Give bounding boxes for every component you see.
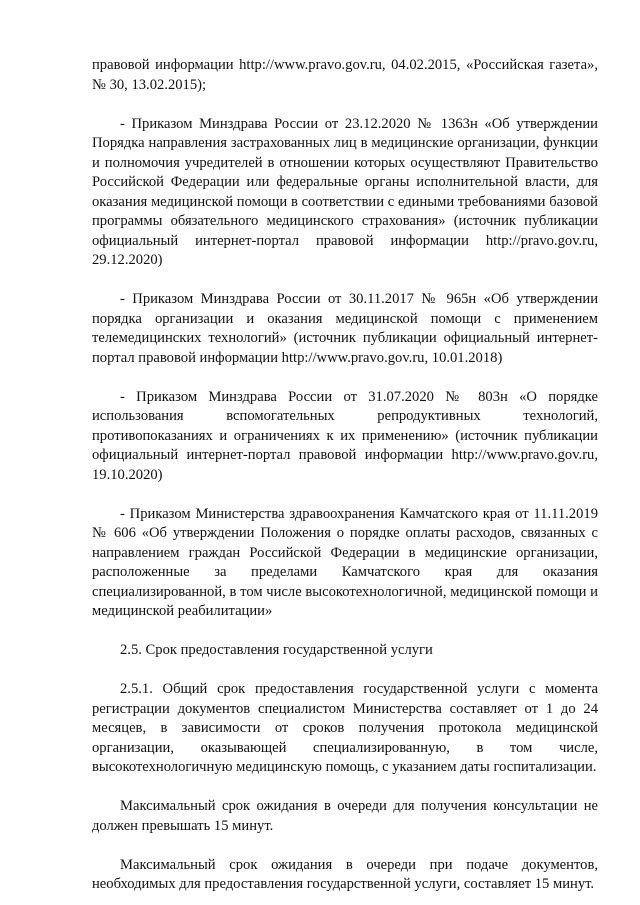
paragraph-order-965n: - Приказом Минздрава России от 30.11.2017 № 965н «Об утверждении порядка организации и оказания медицинской помощи с применением телемедицинских технологий» (источник публикации официальный интернет-портал правовой информации http://www.pravo.gov.ru, 10.01.2018): [92, 291, 598, 366]
section-heading-2-5: 2.5. Срок предоставления государственной услуги: [120, 642, 433, 658]
document-body: [92, 56, 598, 895]
paragraph-2-5-1: 2.5.1. Общий срок предоставления государственной услуги с момента регистрации документов специалистом Министерства составляет от 1 до 24 месяцев, в зависимости от сроков получения протокола медицинской организации, оказывающей специализированную, в том числе, высокотехнологичную медицинскую помощь, с указанием даты госпитализации.: [92, 681, 598, 775]
paragraph-order-606: - Приказом Министерства здравоохранения Камчатского края от 11.11.2019 № 606 «Об утверждении Положения о порядке оплаты расходов, связанных с направлением граждан Российской Федерации в медицинские организации, расположенные за пределами Камчатского края для оказания специализированной, в том числе высокотехнологичной, медицинской помощи и медицинской реабилитации»: [92, 505, 598, 619]
paragraph-continuation: правовой информации http://www.pravo.gov.ru, 04.02.2015, «Российская газета», № 30, 13.02.2015);: [92, 57, 598, 93]
paragraph-order-1363n: - Приказом Минздрава России от 23.12.2020 № 1363н «Об утверждении Порядка направления застрахованных лиц в медицинские организации, функции и полномочия учредителей в отношении которых осуществляют Правительство Российской Федерации или федеральные органы исполнительной власти, для оказания медицинской помощи в соответствии с едиными требованиями базовой программы обязательного медицинского страхования» (источник публикации официальный интернет-портал правовой информации http://pravo.gov.ru, 29.12.2020): [92, 115, 598, 268]
paragraph-queue-documents: Максимальный срок ожидания в очереди при подаче документов, необходимых для предоставления государственной услуги, составляет 15 минут.: [92, 856, 598, 892]
paragraph-queue-consultation: Максимальный срок ожидания в очереди для получения консультации не должен превышать 15 минут.: [92, 798, 598, 834]
paragraph-order-803n: - Приказом Минздрава России от 31.07.2020 № 803н «О порядке использования вспомогательных репродуктивных технологий, противопоказаниях и ограничениях к их применению» (источник публикации официальный интернет-портал правовой информации http://www.pravo.gov.ru, 19.10.2020): [92, 388, 598, 483]
